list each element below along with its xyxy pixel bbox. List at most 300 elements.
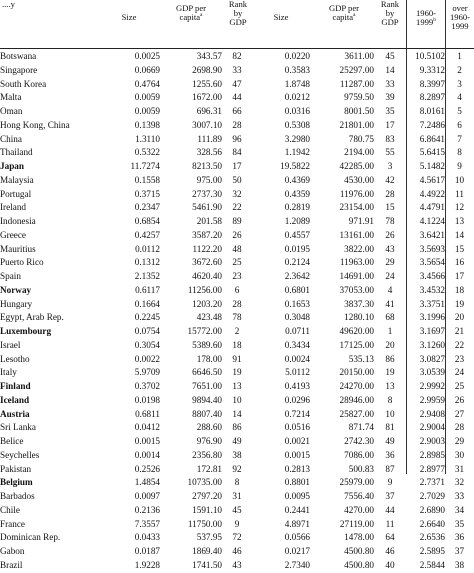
size-1960-cell: 0.0433 bbox=[134, 532, 160, 543]
table-row bbox=[0, 421, 474, 435]
size-1960-cell: 11.7274 bbox=[130, 161, 160, 171]
rank-1960-cell: 96 bbox=[232, 133, 242, 144]
growth-cell: 9.3312 bbox=[419, 64, 445, 75]
gdp-1960-cell: 172.81 bbox=[196, 463, 222, 474]
gdp-1999-cell: 8001.50 bbox=[344, 106, 374, 116]
size-1999-cell: 19.5822 bbox=[280, 161, 310, 171]
rank-1999-cell: 17 bbox=[385, 119, 395, 130]
size-1999-cell: 0.0015 bbox=[284, 449, 310, 460]
rank-1999-cell: 8 bbox=[387, 394, 393, 405]
header-rank-2-line3: GDP bbox=[381, 17, 399, 27]
size-1999-cell: 1.1942 bbox=[284, 147, 310, 158]
table-row bbox=[0, 298, 474, 312]
country-cell: Luxembourg bbox=[0, 326, 52, 336]
rank-1999-cell: 40 bbox=[385, 559, 395, 570]
order-cell: 6 bbox=[457, 119, 462, 130]
country-cell: Malta bbox=[0, 92, 22, 103]
size-1999-cell: 0.5308 bbox=[284, 119, 310, 130]
country-cell: Brazil bbox=[0, 559, 23, 570]
order-cell: 13 bbox=[454, 216, 465, 226]
size-1960-cell: 0.6811 bbox=[135, 408, 160, 419]
rank-1960-cell: 14 bbox=[232, 408, 242, 419]
rank-1960-cell: 10 bbox=[232, 394, 242, 405]
size-1960-cell: 0.0198 bbox=[134, 394, 160, 405]
rank-1999-cell: 36 bbox=[385, 449, 395, 460]
growth-cell: 3.3751 bbox=[419, 298, 445, 309]
gdp-1960-cell: 423.48 bbox=[196, 312, 222, 323]
header-rank-2-line1: Rank bbox=[380, 0, 400, 9]
rank-1999-cell: 29 bbox=[385, 257, 395, 268]
size-1960-cell: 0.3054 bbox=[134, 339, 160, 350]
gdp-1999-cell: 11287.00 bbox=[339, 78, 374, 89]
country-cell: Chile bbox=[0, 504, 20, 515]
growth-cell: 10.5102 bbox=[415, 51, 445, 61]
size-1960-cell: 0.0059 bbox=[134, 92, 160, 103]
rank-1960-cell: 78 bbox=[232, 312, 242, 323]
rank-1960-cell: 2 bbox=[234, 326, 240, 336]
growth-cell: 3.6421 bbox=[419, 229, 445, 240]
growth-cell: 3.1697 bbox=[419, 326, 445, 336]
growth-cell: 6.8641 bbox=[419, 133, 445, 144]
rank-1999-cell: 55 bbox=[385, 147, 395, 158]
rank-1999-cell: 46 bbox=[385, 546, 395, 556]
rank-1960-cell: 38 bbox=[232, 449, 242, 460]
order-cell: 18 bbox=[454, 284, 465, 295]
size-1960-cell: 0.4764 bbox=[134, 78, 160, 89]
table-row bbox=[0, 270, 474, 284]
size-1960-cell: 0.2245 bbox=[134, 312, 160, 323]
gdp-1999-cell: 4270.00 bbox=[344, 504, 374, 515]
growth-cell: 3.1260 bbox=[419, 339, 445, 350]
gdp-1960-cell: 1255.60 bbox=[192, 78, 222, 89]
header-growth-line2: 1999$^b$ bbox=[416, 17, 436, 27]
gdp-1999-cell: 21801.00 bbox=[339, 119, 374, 130]
gdp-1960-cell: 111.89 bbox=[197, 133, 222, 144]
header-rank-2 bbox=[376, 0, 404, 27]
size-1960-cell: 0.0025 bbox=[134, 51, 160, 61]
rank-1960-cell: 49 bbox=[232, 436, 242, 446]
header-last bbox=[446, 4, 474, 31]
growth-cell: 2.9959 bbox=[419, 394, 445, 405]
order-cell: 33 bbox=[454, 491, 465, 501]
gdp-1960-cell: 537.95 bbox=[196, 532, 222, 543]
rank-1999-cell: 14 bbox=[385, 64, 395, 75]
gdp-1960-cell: 1203.20 bbox=[192, 298, 222, 309]
growth-cell: 2.6536 bbox=[419, 532, 445, 543]
size-1960-cell: 0.0059 bbox=[134, 106, 160, 116]
table-row bbox=[0, 91, 474, 105]
rank-1999-cell: 4 bbox=[387, 284, 393, 295]
gdp-1999-cell: 3611.00 bbox=[344, 51, 374, 61]
table-body bbox=[0, 50, 474, 573]
rank-1960-cell: 18 bbox=[232, 339, 242, 350]
rank-1999-cell: 24 bbox=[385, 271, 395, 281]
country-cell: Lesotho bbox=[0, 353, 30, 364]
gdp-1960-cell: 15772.00 bbox=[187, 326, 222, 336]
order-cell: 9 bbox=[457, 161, 462, 171]
table-row bbox=[0, 78, 474, 92]
header-last-line1: over bbox=[452, 3, 468, 13]
table-row bbox=[0, 490, 474, 504]
order-cell: 4 bbox=[457, 92, 462, 103]
header-rank-1-line1: Rank bbox=[228, 0, 248, 9]
order-cell: 1 bbox=[457, 51, 462, 61]
size-1999-cell: 0.0516 bbox=[284, 422, 310, 433]
size-1960-cell: 0.0669 bbox=[134, 64, 160, 75]
gdp-1999-cell: 17125.00 bbox=[339, 339, 374, 350]
size-1999-cell: 0.0296 bbox=[284, 394, 310, 405]
growth-cell: 4.4922 bbox=[419, 188, 445, 199]
order-cell: 10 bbox=[454, 174, 465, 185]
country-cell: France bbox=[0, 518, 25, 529]
size-1960-cell: 0.0097 bbox=[134, 491, 160, 501]
country-cell: Singapore bbox=[0, 64, 38, 75]
order-cell: 27 bbox=[454, 408, 465, 419]
rank-1960-cell: 8 bbox=[234, 477, 240, 488]
size-1960-cell: 0.2347 bbox=[134, 202, 160, 213]
gdp-1999-cell: 7556.40 bbox=[344, 491, 374, 501]
order-cell: 23 bbox=[454, 353, 465, 364]
order-cell: 32 bbox=[454, 477, 465, 488]
country-cell: Barbados bbox=[0, 491, 35, 501]
country-cell: Israel bbox=[0, 339, 21, 350]
rank-1960-cell: 26 bbox=[232, 229, 242, 240]
table-row bbox=[0, 380, 474, 394]
order-cell: 15 bbox=[454, 243, 465, 254]
growth-cell: 4.5617 bbox=[419, 174, 445, 185]
header-gdp-2-line2: capita$^a$ bbox=[332, 12, 356, 22]
country-cell: Botswana bbox=[0, 51, 37, 61]
table-row bbox=[0, 64, 474, 78]
gdp-1960-cell: 9894.40 bbox=[192, 394, 222, 405]
growth-cell: 4.4791 bbox=[419, 202, 445, 213]
country-cell: Hungary bbox=[0, 298, 33, 309]
table-row bbox=[0, 174, 474, 188]
country-cell: Hong Kong, China bbox=[0, 119, 70, 130]
order-cell: 19 bbox=[454, 298, 465, 309]
header-size-2: Size bbox=[273, 12, 289, 22]
size-1999-cell: 4.8971 bbox=[284, 518, 310, 529]
size-1960-cell: 7.3557 bbox=[134, 518, 160, 529]
country-cell: Italy bbox=[0, 367, 17, 378]
gdp-1960-cell: 178.00 bbox=[196, 353, 222, 364]
gdp-1960-cell: 6646.50 bbox=[192, 367, 222, 378]
table-row bbox=[0, 559, 474, 573]
rank-1999-cell: 83 bbox=[385, 133, 395, 144]
gdp-1999-cell: 1280.10 bbox=[344, 312, 374, 323]
rank-1999-cell: 26 bbox=[385, 229, 395, 240]
gdp-1999-cell: 49620.00 bbox=[339, 326, 374, 336]
country-cell: Ireland bbox=[0, 202, 27, 213]
size-1960-cell: 1.4854 bbox=[134, 477, 160, 488]
rank-1960-cell: 89 bbox=[232, 216, 242, 226]
country-cell: Sri Lanka bbox=[0, 422, 36, 433]
order-cell: 30 bbox=[454, 449, 465, 460]
gdp-1999-cell: 11976.00 bbox=[339, 188, 374, 199]
size-1960-cell: 1.9228 bbox=[134, 559, 160, 570]
size-1999-cell: 0.6801 bbox=[284, 284, 310, 295]
size-1999-cell: 0.4369 bbox=[284, 174, 310, 185]
table-row bbox=[0, 105, 474, 119]
country-cell: Greece bbox=[0, 229, 27, 240]
gdp-1999-cell: 3837.30 bbox=[344, 298, 374, 309]
gdp-1999-cell: 3822.00 bbox=[344, 243, 374, 254]
order-cell: 7 bbox=[457, 133, 462, 144]
growth-cell: 2.9003 bbox=[419, 436, 445, 446]
country-cell: Malaysia bbox=[0, 174, 34, 185]
rank-1999-cell: 86 bbox=[385, 353, 395, 364]
country-cell: Norway bbox=[0, 284, 32, 295]
size-1999-cell: 0.0195 bbox=[284, 243, 310, 254]
country-cell: Indonesia bbox=[0, 216, 36, 226]
size-1999-cell: 0.2124 bbox=[284, 257, 310, 268]
size-1999-cell: 0.7214 bbox=[284, 408, 310, 419]
rank-1960-cell: 91 bbox=[232, 353, 242, 364]
gdp-1999-cell: 13161.00 bbox=[339, 229, 374, 240]
table-row bbox=[0, 476, 474, 490]
rank-1999-cell: 37 bbox=[385, 491, 395, 501]
gdp-1960-cell: 8807.40 bbox=[192, 408, 222, 419]
size-1960-cell: 0.2136 bbox=[134, 504, 160, 515]
gdp-1999-cell: 23154.00 bbox=[339, 202, 374, 213]
rank-1960-cell: 46 bbox=[232, 546, 242, 556]
size-1960-cell: 0.4257 bbox=[134, 229, 160, 240]
order-cell: 26 bbox=[454, 394, 465, 405]
size-1960-cell: 5.9709 bbox=[134, 367, 160, 378]
gdp-1999-cell: 27119.00 bbox=[339, 518, 374, 529]
gdp-1999-cell: 500.83 bbox=[348, 463, 374, 474]
table-row bbox=[0, 366, 474, 380]
gdp-1960-cell: 343.57 bbox=[196, 51, 222, 61]
rank-1960-cell: 9 bbox=[234, 518, 240, 529]
rank-1960-cell: 43 bbox=[232, 559, 242, 570]
table-row bbox=[0, 463, 474, 477]
size-1960-cell: 0.0015 bbox=[134, 436, 160, 446]
gdp-1960-cell: 975.00 bbox=[196, 174, 222, 185]
gdp-1999-cell: 25297.00 bbox=[339, 64, 374, 75]
rank-1999-cell: 33 bbox=[385, 78, 395, 89]
order-cell: 37 bbox=[454, 546, 465, 556]
size-1999-cell: 0.2813 bbox=[284, 463, 310, 474]
rank-1960-cell: 33 bbox=[232, 64, 242, 75]
rank-1960-cell: 13 bbox=[232, 381, 242, 391]
size-1999-cell: 0.8801 bbox=[284, 477, 310, 488]
size-1960-cell: 0.1558 bbox=[134, 174, 160, 185]
size-1999-cell: 0.0217 bbox=[284, 546, 310, 556]
size-1960-cell: 0.0112 bbox=[135, 243, 160, 254]
table-row bbox=[0, 311, 474, 325]
gdp-1960-cell: 976.90 bbox=[196, 436, 222, 446]
size-1999-cell: 3.2980 bbox=[284, 133, 310, 144]
rank-1999-cell: 10 bbox=[385, 408, 395, 419]
table-row bbox=[0, 435, 474, 449]
size-1960-cell: 2.1352 bbox=[134, 271, 160, 281]
table-row bbox=[0, 160, 474, 174]
size-1999-cell: 0.0212 bbox=[284, 92, 310, 103]
table-row bbox=[0, 243, 474, 257]
country-cell: Puerto Rico bbox=[0, 257, 44, 268]
order-cell: 28 bbox=[454, 422, 465, 433]
growth-cell: 2.5844 bbox=[419, 559, 445, 570]
gdp-1999-cell: 42285.00 bbox=[339, 161, 374, 171]
order-cell: 2 bbox=[457, 64, 462, 75]
gdp-1999-cell: 4530.00 bbox=[344, 174, 374, 185]
growth-cell: 3.0827 bbox=[419, 353, 445, 364]
table-row bbox=[0, 50, 474, 64]
country-cell: Seychelles bbox=[0, 449, 40, 460]
order-cell: 35 bbox=[454, 518, 465, 529]
growth-cell: 2.8985 bbox=[419, 449, 445, 460]
rank-1999-cell: 19 bbox=[385, 367, 395, 378]
gdp-1999-cell: 20150.00 bbox=[339, 367, 374, 378]
rank-1999-cell: 78 bbox=[385, 216, 395, 226]
gdp-1999-cell: 24270.00 bbox=[339, 381, 374, 391]
size-1999-cell: 0.3048 bbox=[284, 312, 310, 323]
table-row bbox=[0, 146, 474, 160]
table-row bbox=[0, 504, 474, 518]
growth-cell: 2.7371 bbox=[419, 477, 445, 488]
gdp-1960-cell: 3007.10 bbox=[192, 119, 222, 130]
size-1960-cell: 1.3110 bbox=[135, 133, 160, 144]
header-rank-1 bbox=[224, 0, 252, 27]
gdp-1999-cell: 9759.50 bbox=[344, 92, 374, 103]
order-cell: 5 bbox=[457, 106, 462, 116]
gdp-1999-cell: 25979.00 bbox=[339, 477, 374, 488]
rank-1960-cell: 22 bbox=[232, 202, 242, 213]
size-1960-cell: 0.0754 bbox=[134, 326, 160, 336]
rank-1999-cell: 44 bbox=[385, 504, 395, 515]
size-1960-cell: 0.0412 bbox=[134, 422, 160, 433]
country-cell: Egypt, Arab Rep. bbox=[0, 312, 64, 323]
size-1999-cell: 0.0095 bbox=[284, 491, 310, 501]
rank-1960-cell: 48 bbox=[232, 243, 242, 254]
growth-cell: 2.9408 bbox=[419, 408, 445, 419]
gdp-1999-cell: 871.74 bbox=[348, 422, 374, 433]
order-cell: 3 bbox=[457, 78, 462, 89]
rank-1999-cell: 11 bbox=[385, 518, 395, 529]
gdp-1999-cell: 2742.30 bbox=[344, 436, 374, 446]
size-1999-cell: 0.0024 bbox=[284, 353, 310, 364]
rank-1999-cell: 39 bbox=[385, 92, 395, 103]
rank-1999-cell: 64 bbox=[385, 532, 395, 543]
gdp-1960-cell: 8213.50 bbox=[192, 161, 222, 171]
header-gdp-2-line1: GDP per bbox=[329, 3, 359, 13]
table-row bbox=[0, 518, 474, 532]
order-cell: 24 bbox=[454, 367, 465, 378]
size-1999-cell: 0.2819 bbox=[284, 202, 310, 213]
gdp-1960-cell: 4620.40 bbox=[192, 271, 222, 281]
gdp-1960-cell: 3672.60 bbox=[192, 257, 222, 268]
growth-cell: 3.0539 bbox=[419, 367, 445, 378]
table-row bbox=[0, 449, 474, 463]
header-rank-1-line3: GDP bbox=[229, 17, 247, 27]
rank-1999-cell: 3 bbox=[387, 161, 393, 171]
rank-1960-cell: 50 bbox=[232, 174, 242, 185]
size-1999-cell: 0.3434 bbox=[284, 339, 310, 350]
size-1960-cell: 0.3702 bbox=[134, 381, 160, 391]
growth-cell: 5.6415 bbox=[419, 147, 445, 158]
gdp-1960-cell: 1741.50 bbox=[192, 559, 222, 570]
country-cell: Finland bbox=[0, 381, 31, 391]
growth-cell: 7.2486 bbox=[419, 119, 445, 130]
size-1960-cell: 0.6854 bbox=[134, 216, 160, 226]
order-cell: 17 bbox=[454, 271, 465, 281]
rank-1999-cell: 28 bbox=[385, 188, 395, 199]
size-1999-cell: 0.4359 bbox=[284, 188, 310, 199]
growth-cell: 2.9004 bbox=[419, 422, 445, 433]
growth-cell: 5.1482 bbox=[419, 161, 445, 171]
gdp-1960-cell: 288.60 bbox=[196, 422, 222, 433]
table-row bbox=[0, 394, 474, 408]
order-cell: 8 bbox=[457, 147, 462, 158]
rank-1960-cell: 17 bbox=[232, 161, 242, 171]
table-row bbox=[0, 256, 474, 270]
rank-1999-cell: 41 bbox=[385, 298, 395, 309]
growth-cell: 3.4566 bbox=[419, 271, 445, 281]
rank-1999-cell: 42 bbox=[385, 174, 395, 185]
country-cell: Belgium bbox=[0, 477, 33, 488]
gdp-1999-cell: 2194.00 bbox=[344, 147, 374, 158]
rank-1960-cell: 23 bbox=[232, 271, 242, 281]
size-1999-cell: 5.0112 bbox=[285, 367, 310, 378]
country-cell: Spain bbox=[0, 271, 21, 281]
growth-cell: 2.6890 bbox=[419, 504, 445, 515]
order-cell: 16 bbox=[454, 257, 465, 268]
table-row bbox=[0, 119, 474, 133]
header-rank-2-line2: by bbox=[385, 8, 395, 18]
rank-1960-cell: 44 bbox=[232, 92, 242, 103]
rank-1960-cell: 47 bbox=[232, 78, 242, 89]
table-row bbox=[0, 325, 474, 339]
gdp-1960-cell: 5461.90 bbox=[192, 202, 222, 213]
header-growth-line1: 1960- bbox=[415, 8, 437, 18]
rank-1960-cell: 32 bbox=[232, 188, 242, 199]
order-cell: 31 bbox=[454, 463, 465, 474]
rank-1999-cell: 13 bbox=[385, 381, 395, 391]
rank-1999-cell: 35 bbox=[385, 106, 395, 116]
gdp-1960-cell: 201.58 bbox=[196, 216, 222, 226]
order-cell: 36 bbox=[454, 532, 465, 543]
size-1999-cell: 0.3583 bbox=[284, 64, 310, 75]
size-1999-cell: 0.0711 bbox=[285, 326, 310, 336]
order-cell: 14 bbox=[454, 229, 465, 240]
rank-1960-cell: 19 bbox=[232, 367, 242, 378]
data-table bbox=[0, 50, 474, 573]
rank-1999-cell: 9 bbox=[387, 477, 393, 488]
header-gdp-1-line1: GDP per bbox=[176, 3, 206, 13]
header-gdp-1-line2: capita$^a$ bbox=[179, 12, 203, 22]
table-row bbox=[0, 215, 474, 229]
gdp-1960-cell: 7651.00 bbox=[192, 381, 222, 391]
header-last-line2: 1960- bbox=[449, 12, 471, 22]
rank-1999-cell: 43 bbox=[385, 243, 395, 254]
growth-cell: 3.5693 bbox=[419, 243, 445, 254]
rank-1999-cell: 68 bbox=[385, 312, 395, 323]
gdp-1960-cell: 5389.60 bbox=[192, 339, 222, 350]
size-1960-cell: 0.5322 bbox=[134, 147, 160, 158]
growth-cell: 2.8977 bbox=[419, 463, 445, 474]
rank-1960-cell: 25 bbox=[232, 257, 242, 268]
order-cell: 11 bbox=[455, 188, 464, 199]
gdp-1960-cell: 11256.00 bbox=[187, 284, 222, 295]
rank-1999-cell: 20 bbox=[385, 339, 395, 350]
order-cell: 21 bbox=[454, 326, 465, 336]
rank-1999-cell: 49 bbox=[385, 436, 395, 446]
growth-cell: 2.7029 bbox=[419, 491, 445, 501]
country-cell: Oman bbox=[0, 106, 23, 116]
country-cell: China bbox=[0, 133, 22, 144]
gdp-1999-cell: 1478.00 bbox=[344, 532, 374, 543]
